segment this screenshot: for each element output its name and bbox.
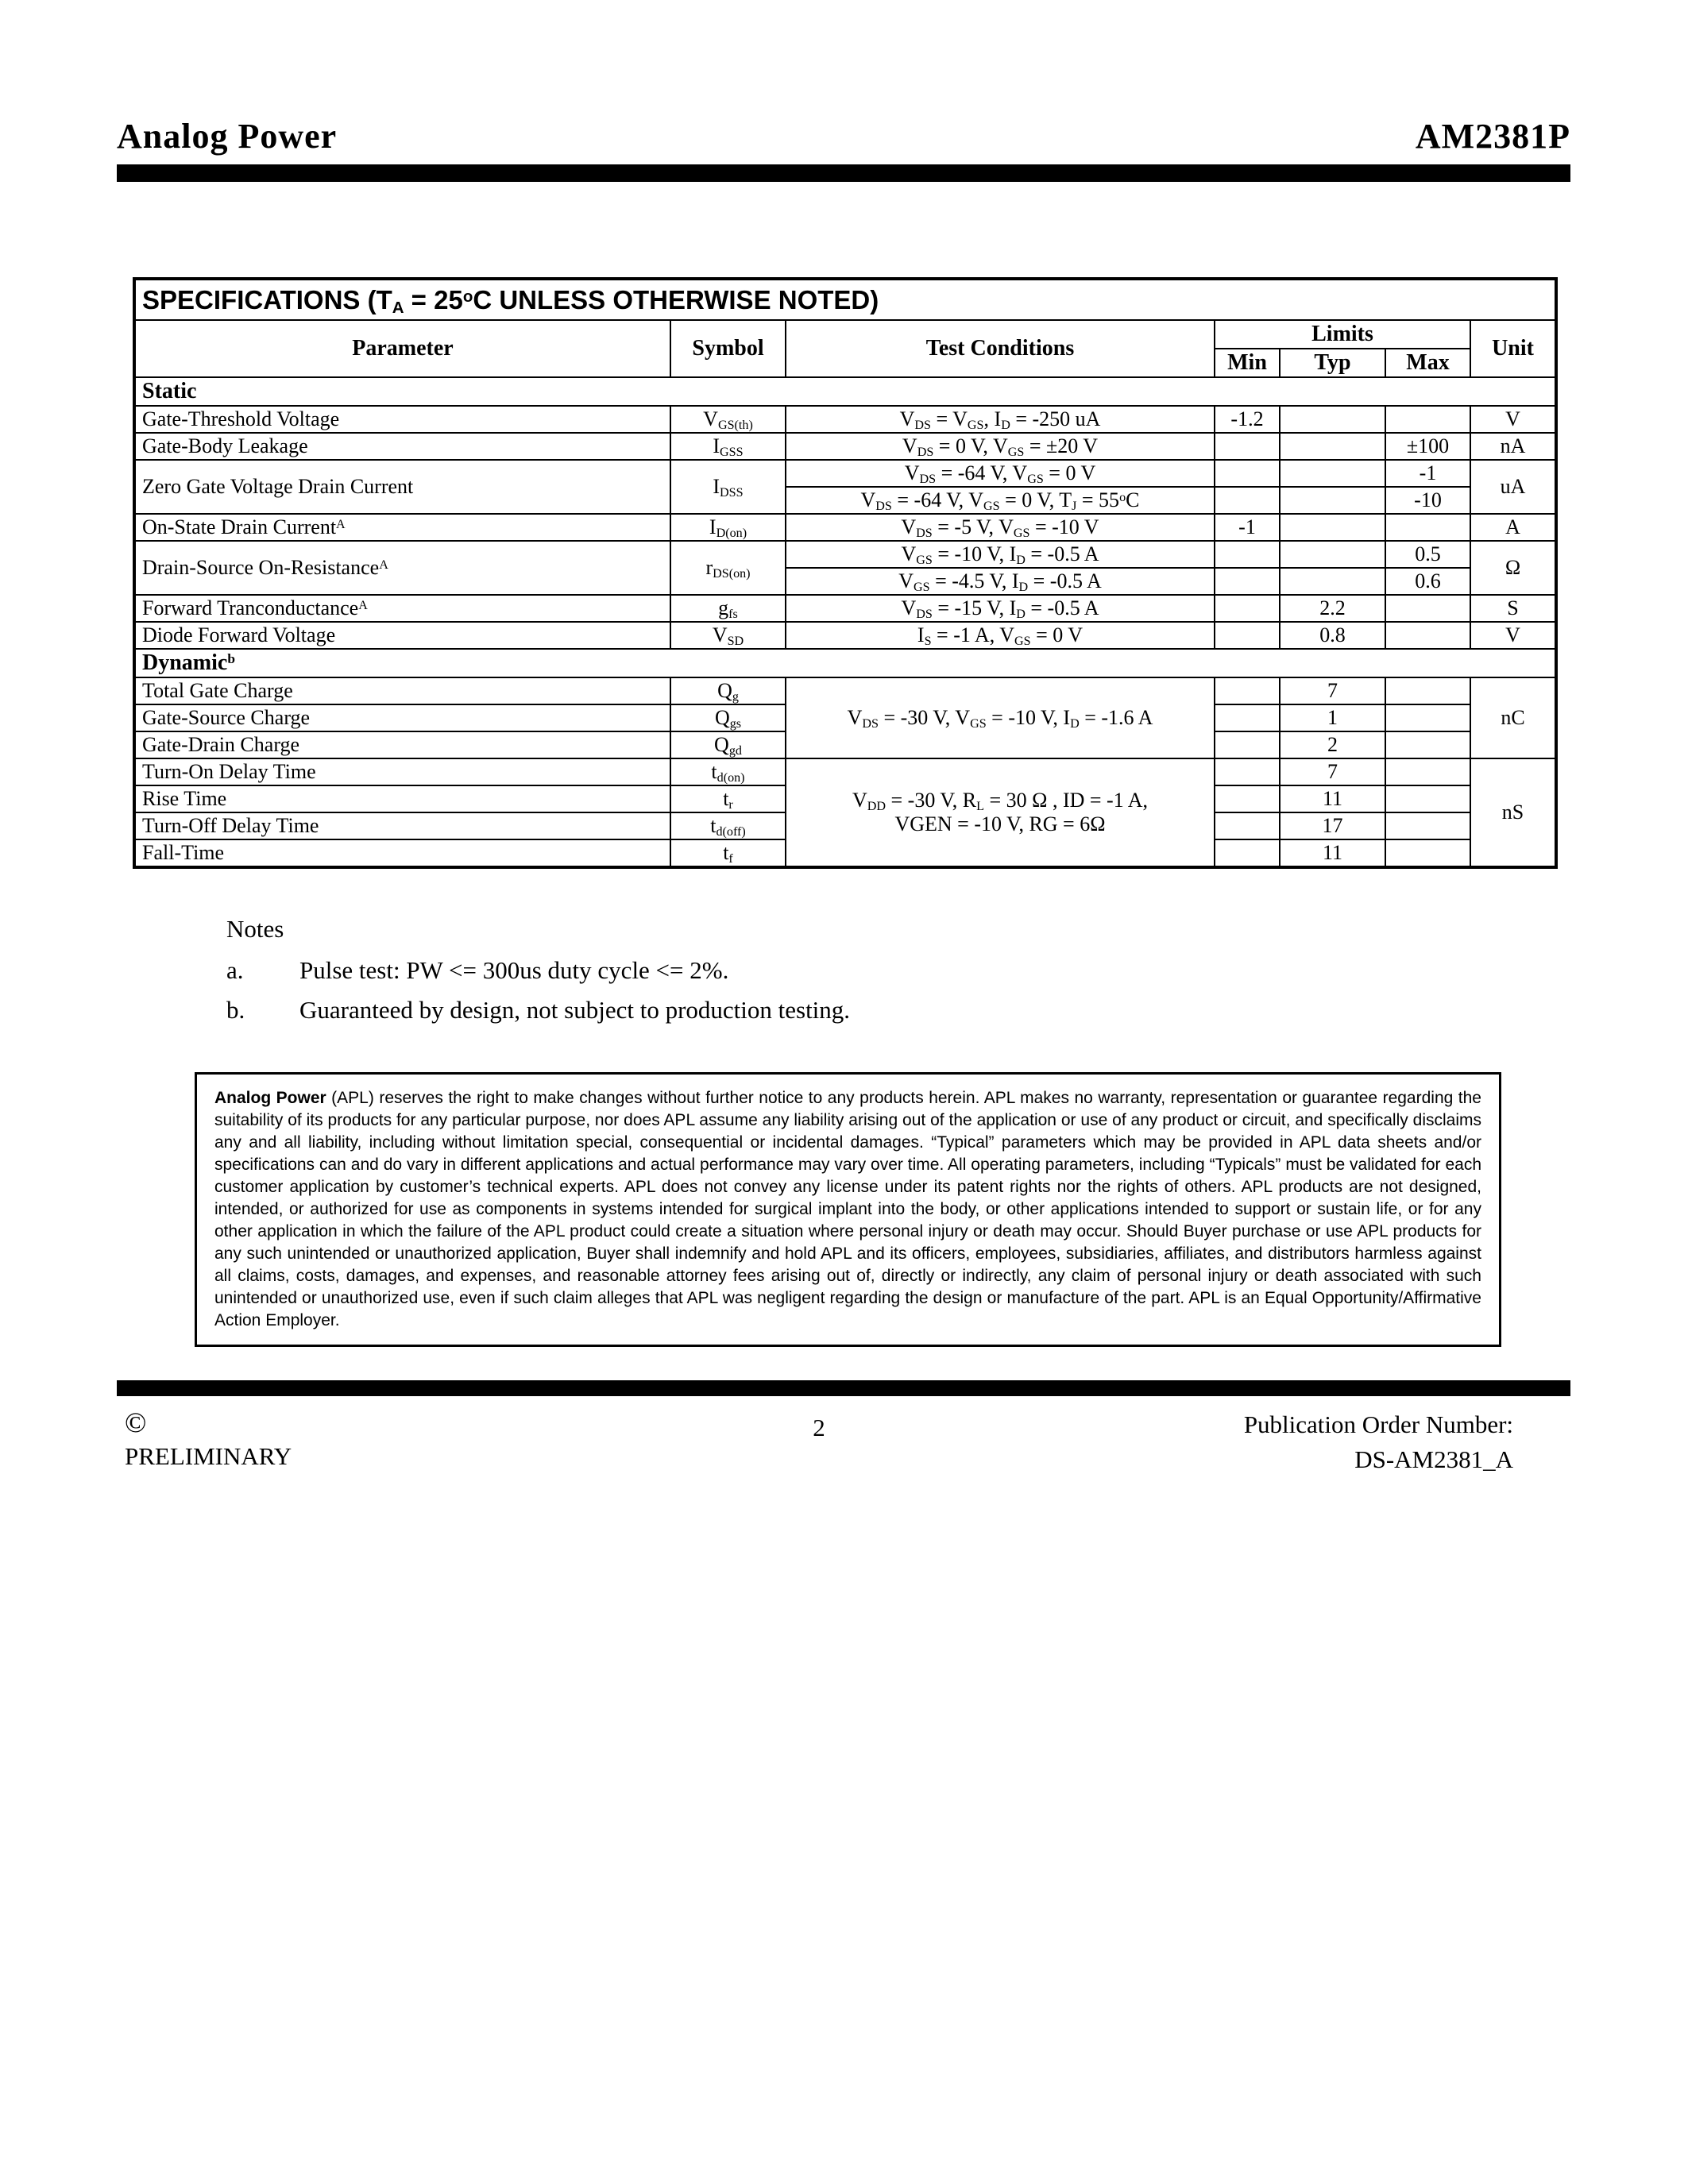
symbol-cell: $r_{DS(on)}$ [670, 541, 786, 595]
param-cell: Turn-On Delay Time [134, 758, 670, 785]
footer-right [1050, 1407, 1570, 1477]
publication-order-number: DS-AM2381_A [1354, 1445, 1514, 1473]
param-cell: Zero Gate Voltage Drain Current [134, 460, 670, 514]
table-row [134, 433, 1556, 460]
min-cell [1215, 677, 1280, 704]
min-cell: -1 [1215, 514, 1280, 541]
header-max: Max [1385, 349, 1470, 377]
unit-cell: uA [1470, 460, 1556, 514]
note-b [226, 996, 1570, 1024]
condition-cell: $V_{DS} = -30$ V, $V_{GS} = -10$ V, $I_D = -1.6$ A [786, 677, 1215, 758]
disclaimer-box [195, 1072, 1501, 1347]
symbol-cell: $I_{DSS}$ [670, 460, 786, 514]
param-cell: Forward Tranconductance$^A$ [134, 595, 670, 622]
note-a-text: Pulse test: PW <= 300us duty cycle <= 2%. [299, 956, 729, 984]
min-cell [1215, 758, 1280, 785]
typ-cell [1280, 541, 1385, 568]
publication-order-label: Publication Order Number: [1243, 1410, 1514, 1438]
unit-cell: nS [1470, 758, 1556, 867]
symbol-cell: $V_{GS(th)}$ [670, 406, 786, 433]
min-cell [1215, 460, 1280, 487]
symbol-cell: $Q_{gs}$ [670, 704, 786, 731]
page-header [117, 0, 1570, 156]
footer-rule [117, 1380, 1570, 1396]
page-content [117, 0, 1570, 1477]
disclaimer-paragraph [214, 1087, 1481, 1332]
page-number: 2 [813, 1414, 825, 1441]
header-symbol: Symbol [670, 320, 786, 377]
note-b-text: Guaranteed by design, not subject to production testing. [299, 996, 851, 1024]
typ-cell [1280, 568, 1385, 595]
param-cell: Drain-Source On-Resistance$^A$ [134, 541, 670, 595]
min-cell [1215, 839, 1280, 867]
table-row [134, 622, 1556, 649]
symbol-cell: $V_{SD}$ [670, 622, 786, 649]
min-cell [1215, 812, 1280, 839]
unit-cell: V [1470, 622, 1556, 649]
max-cell: -1 [1385, 460, 1470, 487]
table-row [134, 677, 1556, 704]
typ-cell: 11 [1280, 785, 1385, 812]
max-cell: ±100 [1385, 433, 1470, 460]
condition-cell: $V_{DS} = V_{GS}$, $I_D = -250$ uA [786, 406, 1215, 433]
min-cell [1215, 704, 1280, 731]
max-cell [1385, 406, 1470, 433]
typ-cell [1280, 487, 1385, 514]
disclaimer-lead: Analog Power [214, 1089, 326, 1107]
section-static: Static [134, 377, 1556, 406]
condition-cell: $V_{DS} = -64$ V, $V_{GS} = 0$ V, $T_J = 55^oC$ [786, 487, 1215, 514]
header-limits: Limits [1215, 320, 1470, 349]
max-cell [1385, 785, 1470, 812]
unit-cell: S [1470, 595, 1556, 622]
header-parameter: Parameter [134, 320, 670, 377]
footer-left [117, 1407, 588, 1471]
typ-cell: 0.8 [1280, 622, 1385, 649]
max-cell [1385, 595, 1470, 622]
min-cell [1215, 622, 1280, 649]
min-cell [1215, 731, 1280, 758]
symbol-cell: $t_r$ [670, 785, 786, 812]
param-cell: Gate-Body Leakage [134, 433, 670, 460]
typ-cell: 2.2 [1280, 595, 1385, 622]
param-cell: Turn-Off Delay Time [134, 812, 670, 839]
typ-cell [1280, 406, 1385, 433]
typ-cell: 7 [1280, 677, 1385, 704]
unit-cell: nA [1470, 433, 1556, 460]
header-unit: Unit [1470, 320, 1556, 377]
condition-line: VGEN = -10 V, RG = 6Ω [894, 812, 1106, 835]
min-cell [1215, 487, 1280, 514]
condition-cell: $V_{DS} = -15$ V, $I_D = -0.5$ A [786, 595, 1215, 622]
table-row [134, 460, 1556, 487]
typ-cell [1280, 460, 1385, 487]
param-cell: Gate-Source Charge [134, 704, 670, 731]
param-cell: Gate-Threshold Voltage [134, 406, 670, 433]
typ-cell [1280, 514, 1385, 541]
max-cell [1385, 514, 1470, 541]
symbol-cell: $t_{d(off)}$ [670, 812, 786, 839]
symbol-cell: $t_{d(on)}$ [670, 758, 786, 785]
note-a [226, 956, 1570, 985]
header-test-conditions: Test Conditions [786, 320, 1215, 377]
note-a-label: a. [226, 956, 244, 984]
min-cell [1215, 433, 1280, 460]
header-rule [117, 164, 1570, 182]
condition-cell: $V_{GS} = -4.5$ V, $I_D = -0.5$ A [786, 568, 1215, 595]
spec-table-wrap [133, 277, 1570, 869]
note-b-label: b. [226, 996, 245, 1024]
max-cell: 0.6 [1385, 568, 1470, 595]
typ-cell: 2 [1280, 731, 1385, 758]
symbol-cell: $Q_{gd}$ [670, 731, 786, 758]
param-cell: Total Gate Charge [134, 677, 670, 704]
company-name: Analog Power [117, 117, 338, 156]
symbol-cell: $t_f$ [670, 839, 786, 867]
unit-cell: nC [1470, 677, 1556, 758]
symbol-cell: $I_{GSS}$ [670, 433, 786, 460]
table-row [134, 514, 1556, 541]
typ-cell: 7 [1280, 758, 1385, 785]
param-cell: Gate-Drain Charge [134, 731, 670, 758]
page-footer [117, 1407, 1570, 1477]
table-row [134, 541, 1556, 568]
notes-title: Notes [226, 915, 284, 943]
param-cell: Rise Time [134, 785, 670, 812]
section-dynamic: Dynamic$^b$ [134, 649, 1556, 677]
max-cell: 0.5 [1385, 541, 1470, 568]
min-cell: -1.2 [1215, 406, 1280, 433]
preliminary-label: PRELIMINARY [125, 1442, 292, 1470]
max-cell [1385, 622, 1470, 649]
spec-table-title: SPECIFICATIONS ($T_A = 25^oC$ UNLESS OTHERWISE NOTED) [134, 279, 1556, 320]
condition-cell: $V_{DS} = -64$ V, $V_{GS} = 0$ V [786, 460, 1215, 487]
condition-line: $V_{DD} = -30$ V, $R_L = 30$ Ω , ID = -1 A, [852, 789, 1149, 814]
header-typ: Typ [1280, 349, 1385, 377]
header-min: Min [1215, 349, 1280, 377]
unit-cell: Ω [1470, 541, 1556, 595]
notes-section [226, 915, 1570, 1024]
unit-cell: A [1470, 514, 1556, 541]
condition-cell [786, 758, 1215, 867]
condition-cell: $I_S = -1$ A, $V_{GS} = 0$ V [786, 622, 1215, 649]
param-cell: Fall-Time [134, 839, 670, 867]
disclaimer-body: (APL) reserves the right to make changes without further notice to any products herein. APL makes no warranty, representation or guarantee regarding the suitability of its products for any particular purpose, nor does APL assume any liability arising out of the application or use of any product or circuit, and specifically disclaims any and all liability, including without limitation special, consequential or incidental damages. “Typical” parameters which may be provided in APL data sheets and/or specifications can and do vary in different applications and actual performance may vary over time. All operating parameters, including “Typicals” must be validated for each customer application by customer’s technical experts. APL does not convey any license under its patent rights nor the rights of others. APL products are not designed, intended, or authorized for use as components in systems intended for surgical implant into the body, or other applications intended to support or sustain life, or for any other application in which the failure of the APL product could create a situation where personal injury or death may occur. Should Buyer purchase or use APL products for any such unintended or unauthorized application, Buyer shall indemnify and hold APL and its officers, employees, subsidiaries, affiliates, and distributors harmless against all claims, costs, damages, and expenses, and reasonable attorney fees arising out of, directly or indirectly, any claim of personal injury or death associated with such unintended or unauthorized use, even if such claim alleges that APL was negligent regarding the design or manufacture of the part. APL is an Equal Opportunity/Affirmative Action Employer. [214, 1089, 1481, 1329]
param-cell: On-State Drain Current$^A$ [134, 514, 670, 541]
symbol-cell: $Q_g$ [670, 677, 786, 704]
typ-cell: 17 [1280, 812, 1385, 839]
min-cell [1215, 541, 1280, 568]
max-cell [1385, 758, 1470, 785]
copyright-symbol: © [125, 1406, 147, 1438]
min-cell [1215, 595, 1280, 622]
param-cell: Diode Forward Voltage [134, 622, 670, 649]
max-cell: -10 [1385, 487, 1470, 514]
min-cell [1215, 785, 1280, 812]
max-cell [1385, 812, 1470, 839]
typ-cell [1280, 433, 1385, 460]
max-cell [1385, 677, 1470, 704]
table-row [134, 406, 1556, 433]
max-cell [1385, 704, 1470, 731]
part-number: AM2381P [1415, 117, 1570, 156]
unit-cell: V [1470, 406, 1556, 433]
min-cell [1215, 568, 1280, 595]
condition-cell: $V_{GS} = -10$ V, $I_D = -0.5$ A [786, 541, 1215, 568]
specifications-table [133, 277, 1558, 869]
typ-cell: 1 [1280, 704, 1385, 731]
symbol-cell: $I_{D(on)}$ [670, 514, 786, 541]
max-cell [1385, 839, 1470, 867]
typ-cell: 11 [1280, 839, 1385, 867]
condition-cell: $V_{DS} = 0$ V, $V_{GS} = \pm 20$ V [786, 433, 1215, 460]
condition-cell: $V_{DS} = -5$ V, $V_{GS} = -10$ V [786, 514, 1215, 541]
table-row [134, 595, 1556, 622]
max-cell [1385, 731, 1470, 758]
symbol-cell: $g_{fs}$ [670, 595, 786, 622]
table-row [134, 758, 1556, 785]
